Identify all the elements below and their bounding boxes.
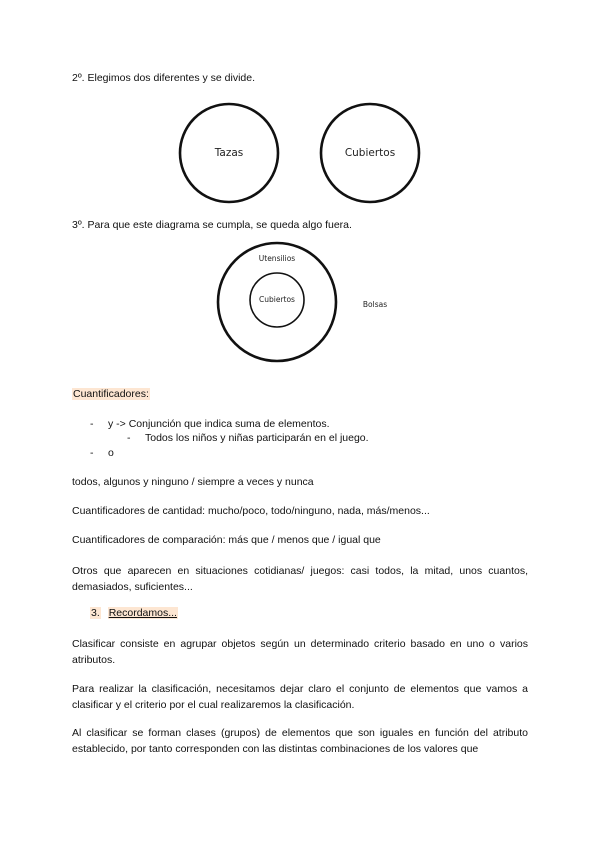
recordamos-number: 3. [91, 607, 100, 619]
two-sets-diagram [0, 0, 600, 400]
cuantificadores-title-text: Cuantificadores: [73, 388, 149, 400]
step3-heading: 3º. Para que este diagrama se cumpla, se queda algo fuera. [72, 219, 352, 231]
cuantificadores-title [72, 388, 150, 400]
bullet-o: o [108, 447, 114, 459]
label-utensilios: Utensilios [258, 254, 296, 263]
label-tazas: Tazas [214, 147, 244, 159]
step2-heading: 2º. Elegimos dos diferentes y se divide. [72, 72, 256, 84]
quantifier-line-3: Cuantificadores de comparación: más que / menos que / igual que [72, 534, 381, 546]
recordamos-heading [90, 607, 178, 619]
recordamos-paragraph-3: Al clasificar se forman clases (grupos) de elementos que son iguales en función del atributo establecido, por tanto corresponden con las distintas combinaciones de los valores que [72, 727, 528, 755]
quantifier-line-1: todos, algunos y ninguno / siempre a veces y nunca [72, 476, 314, 488]
bullet-dash: - [90, 418, 94, 430]
label-cubiertos-inner: Cubiertos [259, 295, 295, 304]
label-bolsas: Bolsas [362, 300, 388, 309]
bullet-y: y -> Conjunción que indica suma de elementos. [108, 418, 330, 430]
recordamos-title: Recordamos... [108, 607, 177, 619]
bullet-dash-o: - [90, 447, 94, 459]
label-cubiertos: Cubiertos [344, 147, 396, 159]
quantifier-line-2: Cuantificadores de cantidad: mucho/poco, todo/ninguno, nada, más/menos... [72, 505, 430, 517]
quantifier-line-4: Otros que aparecen en situaciones cotidianas/ juegos: casi todos, la mitad, unos cuantos, demasiados, suficientes... [72, 565, 528, 593]
sub-bullet-todos: Todos los niños y niñas participarán en el juego. [145, 432, 369, 444]
recordamos-paragraph-1: Clasificar consiste en agrupar objetos según un determinado criterio basado en uno o varios atributos. [72, 638, 528, 666]
sub-bullet-dash: - [127, 432, 131, 444]
recordamos-paragraph-2: Para realizar la clasificación, necesitamos dejar claro el conjunto de elementos que vamos a clasificar y el criterio por el cual realizaremos la clasificación. [72, 683, 528, 711]
